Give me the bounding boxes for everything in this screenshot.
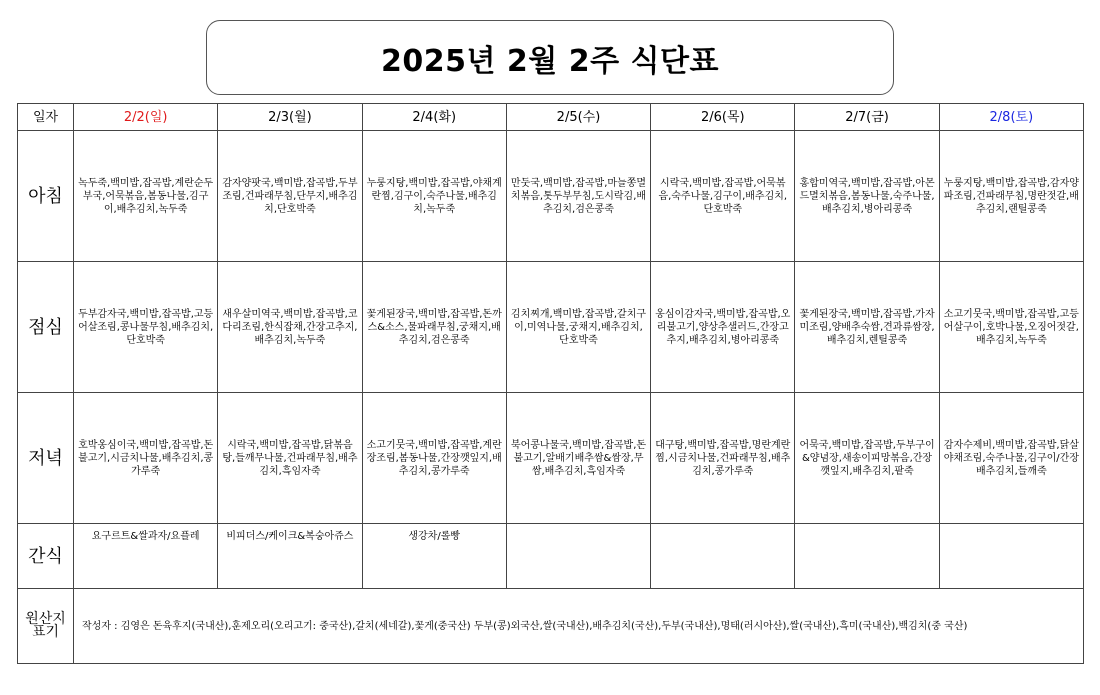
breakfast-cell: 만둣국,백미밥,잡곡밥,마늘쫑멸치볶음,톳두부무침,도시락김,배추김치,검은콩죽 <box>506 131 650 262</box>
day-thu: 2/6(목) <box>651 104 795 131</box>
breakfast-cell: 시락국,백미밥,잡곡밥,어묵볶음,숙주나물,김구이,배추김치,단호박죽 <box>651 131 795 262</box>
breakfast-cell: 누룽지탕,백미밥,잡곡밥,감자양파조림,건파래무침,명란젓갈,배추김치,랜틸콩죽 <box>939 131 1083 262</box>
lunch-cell: 소고기뭇국,백미밥,잡곡밥,고등어살구이,호박나물,오징어젓갈,배추김치,녹두죽 <box>939 262 1083 393</box>
dinner-cell: 대구탕,백미밥,잡곡밥,명란계란찜,시금치나물,건파래무침,배추김치,콩가루죽 <box>651 393 795 524</box>
lunch-cell: 꽃게된장국,백미밥,잡곡밥,돈까스&소스,물파래무침,궁채지,배추김치,검은콩죽 <box>362 262 506 393</box>
breakfast-label: 아침 <box>18 131 74 262</box>
dinner-cell: 소고기뭇국,백미밥,잡곡밥,계란장조림,봄동나물,간장깻잎지,배추김치,콩가루죽 <box>362 393 506 524</box>
breakfast-cell: 누룽지탕,백미밥,잡곡밥,야채계란찜,김구이,숙주나물,배추김치,녹두죽 <box>362 131 506 262</box>
lunch-cell: 두부감자국,백미밥,잡곡밥,고등어살조림,콩나물무침,배추김치,단호박죽 <box>74 262 218 393</box>
snack-cell <box>795 524 939 589</box>
lunch-cell: 새우살미역국,백미밥,잡곡밥,코다리조림,한식잡채,간장고추지,배추김치,녹두죽 <box>218 262 362 393</box>
snack-row <box>18 524 1084 589</box>
lunch-cell: 꽃게된장국,백미밥,잡곡밥,가자미조림,양배추숙쌈,견과류쌈장,배추김치,렌틸콩죽 <box>795 262 939 393</box>
day-tue: 2/4(화) <box>362 104 506 131</box>
day-fri: 2/7(금) <box>795 104 939 131</box>
snack-cell: 생강차/롤빵 <box>362 524 506 589</box>
title-box <box>206 20 894 95</box>
day-mon: 2/3(월) <box>218 104 362 131</box>
lunch-cell: 옹심이감자국,백미밥,잡곡밥,오리불고기,양상추샐러드,간장고추지,배추김치,병아리콩죽 <box>651 262 795 393</box>
snack-cell <box>651 524 795 589</box>
origin-text: 작성자 : 김영은 돈육후지(국내산),훈제오리(오리고기: 중국산),갈치(세네갈),꽃게(중국산) 두부(콩)외국산,쌀(국내산),배추김치(국산),두부(국내산),명태(러시아산),쌀(국내산),흑미(국내산),백김치(중 국산) <box>74 589 1084 664</box>
origin-label: 원산지 표기 <box>18 589 74 664</box>
breakfast-cell: 감자양팟국,백미밥,잡곡밥,두부조림,건파래무침,단무지,배추김치,단호박죽 <box>218 131 362 262</box>
dinner-cell: 감자수제비,백미밥,잡곡밥,닭살야채조림,숙주나물,김구이/간장배추김치,들깨죽 <box>939 393 1083 524</box>
header-row <box>18 104 1084 131</box>
breakfast-cell: 녹두죽,백미밥,잡곡밥,계란순두부국,어묵볶음,봄동나물,김구이,배추김치,녹두죽 <box>74 131 218 262</box>
dinner-label: 저녁 <box>18 393 74 524</box>
snack-cell <box>939 524 1083 589</box>
meal-table <box>17 103 1084 664</box>
dinner-row <box>18 393 1084 524</box>
dinner-cell: 북어콩나물국,백미밥,잡곡밥,돈불고기,알배기배추쌈&쌈장,무쌈,배추김치,흑임자죽 <box>506 393 650 524</box>
snack-label: 간식 <box>18 524 74 589</box>
lunch-row <box>18 262 1084 393</box>
date-label: 일자 <box>18 104 74 131</box>
breakfast-row <box>18 131 1084 262</box>
breakfast-cell: 홍합미역국,백미밥,잡곡밥,아몬드멸치볶음,봄동나물,숙주나물,배추김치,병아리콩죽 <box>795 131 939 262</box>
lunch-cell: 김치찌개,백미밥,잡곡밥,갈치구이,미역나물,궁채지,배추김치,단호박죽 <box>506 262 650 393</box>
dinner-cell: 어묵국,백미밥,잡곡밥,두부구이&양념장,새송이피망볶음,간장깻잎지,배추김치,팥죽 <box>795 393 939 524</box>
day-wed: 2/5(수) <box>506 104 650 131</box>
day-sun: 2/2(일) <box>74 104 218 131</box>
snack-cell <box>506 524 650 589</box>
origin-row <box>18 589 1084 664</box>
lunch-label: 점심 <box>18 262 74 393</box>
snack-cell: 비피더스/케이크&복숭아쥬스 <box>218 524 362 589</box>
day-sat: 2/8(토) <box>939 104 1083 131</box>
page-title: 2025년 2월 2주 식단표 <box>381 43 719 79</box>
dinner-cell: 시락국,백미밥,잡곡밥,닭볶음탕,들깨무나물,건파래무침,배추김치,흑임자죽 <box>218 393 362 524</box>
dinner-cell: 호박옹심이국,백미밥,잡곡밥,돈불고기,시금치나물,배추김치,콩가루죽 <box>74 393 218 524</box>
snack-cell: 요구르트&쌀과자/요플레 <box>74 524 218 589</box>
